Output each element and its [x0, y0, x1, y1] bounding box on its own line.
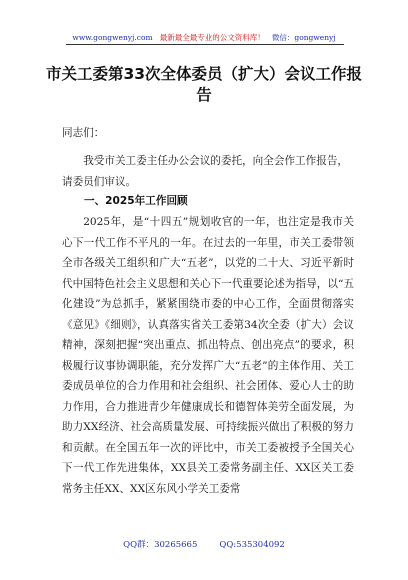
header-slogan: 最新最全最专业的公文资料库！	[159, 33, 265, 42]
body-paragraph: 2025年，是“十四五”规划收官的一年，也注定是我市关心下一代工作不平凡的一年。在过去的一年里，市关工委带领全市各级关工组织和广大“五老”，以党的二十大、习近平新时代中国特色社会主义思想和关心下一代重要论述为指导，以“五化建设”为总抓手，紧紧围绕市委的中心工作，全面贯彻落实《意见》《细则》，认真落实省关工委第34次全委（扩大）会议精神，深刻把握“突出重点、抓出特点、创出亮点”的要求，积极履行议事协调职能，充分发挥广大“五老”的主体作用、关工委成员单位的合力作用和社会组织、社会团体、爱心人士的助力作用，合力推进青少年健康成长和德智体美劳全面发展，为助力XX经济、社会高质量发展、可持续振兴做出了积极的努力和贡献。在全国五年一次的评比中，市关工委被授予全国关心下一代工作先进集体，XX县关工委常务副主任、XX区关工委常务主任XX、XX区东风小学关工委常	[62, 216, 354, 495]
page-footer	[0, 538, 408, 550]
section-heading: 一、2025年工作回顾	[84, 195, 188, 207]
intro-paragraph: 我受市关工委主任办公会议的委托，向全会作工作报告，请委员们审议。	[62, 155, 349, 188]
footer-qq-group: QQ群：30265665	[123, 540, 198, 550]
salutation: 同志们：	[62, 127, 105, 139]
header-site-link[interactable]: www.gongwenyj.com	[72, 33, 153, 42]
header-wechat: 微信：gongwenyj	[271, 33, 336, 42]
document-title: 市关工委第33次全体委员（扩大）会议工作报告	[45, 65, 363, 104]
footer-qq: QQ:535304092	[219, 540, 285, 550]
header-divider	[66, 44, 344, 45]
page-header	[0, 32, 408, 43]
